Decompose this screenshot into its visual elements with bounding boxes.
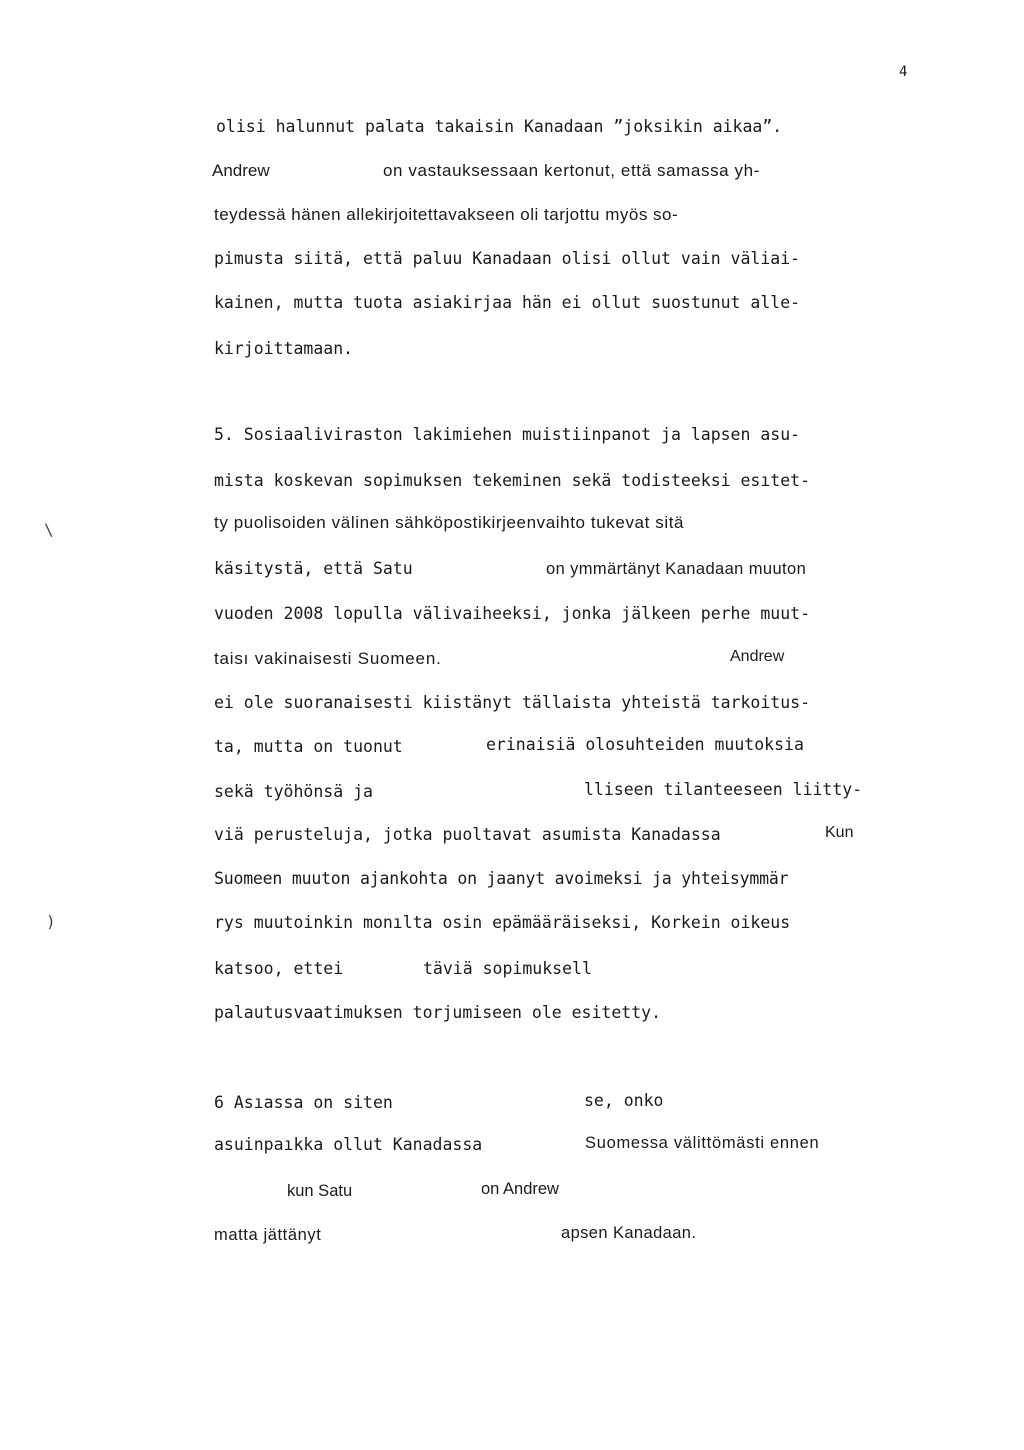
text-line: se, onko <box>584 1091 664 1110</box>
text-line: mista koskevan sopimuksen tekeminen sekä todisteeksi esıtet- <box>214 471 811 490</box>
margin-mark: \ <box>44 520 54 539</box>
text-line: apsen Kanadaan. <box>561 1224 697 1242</box>
text-line: käsitystä, että Satu <box>214 559 413 578</box>
text-line: erinaisiä olosuhteiden muutoksia <box>486 735 804 754</box>
text-line: rys muutoinkin monılta osin epämääräiseksi, Korkein oikeus <box>214 913 791 932</box>
text-line: ta, mutta on tuonut <box>214 737 403 756</box>
text-line: palautusvaatimuksen torjumiseen ole esitetty. <box>214 1003 662 1022</box>
text-line: lliseen tilanteeseen liitty- <box>584 780 863 799</box>
text-line: kainen, mutta tuota asiakirjaa hän ei ollut suostunut alle- <box>214 293 801 312</box>
text-line: ei ole suoranaisesti kiistänyt tällaista yhteistä tarkoitus- <box>214 693 811 712</box>
text-line: on vastauksessaan kertonut, että samassa yh- <box>383 161 760 180</box>
text-line: kirjoittamaan. <box>214 339 354 358</box>
text-line: 5. Sosiaaliviraston lakimiehen muistiinpanot ja lapsen asu- <box>214 425 801 444</box>
text-line: kun Satu <box>287 1182 353 1200</box>
text-line: olisi halunnut palata takaisin Kanadaan ”joksikin aikaa”. <box>216 117 783 136</box>
text-line: Kun <box>825 824 854 841</box>
page-number: 4 <box>899 64 908 80</box>
text-line: katsoo, ettei <box>214 959 344 978</box>
text-line: täviä sopimuksell <box>423 959 592 978</box>
text-line: on ymmärtänyt Kanadaan muuton <box>546 560 807 578</box>
text-line: asuinpaıkka ollut Kanadassa <box>214 1135 483 1154</box>
text-line: matta jättänyt <box>214 1226 322 1244</box>
text-line: teydessä hänen allekirjoitettavakseen oli tarjottu myös so- <box>214 205 679 224</box>
text-line: sekä työhönsä ja <box>214 782 373 801</box>
text-line: Suomessa välittömästi ennen <box>585 1134 820 1152</box>
text-line: viä perusteluja, jotka puoltavat asumista Kanadassa <box>214 825 721 844</box>
text-line: ty puolisoiden välinen sähköpostikirjeenvaihto tukevat sitä <box>214 513 685 532</box>
text-line: taisı vakinaisesti Suomeen. <box>214 649 442 668</box>
text-line: 6 Asıassa on siten <box>214 1093 393 1112</box>
text-line: Suomeen muuton ajankohta on jaanyt avoimeksi ja yhteisymmär <box>214 869 789 888</box>
name-andrew: Andrew <box>212 161 270 180</box>
text-line: pimusta siitä, että paluu Kanadaan olisi ollut vain väliai- <box>214 249 801 268</box>
text-line: vuoden 2008 lopulla välivaiheeksi, jonka jälkeen perhe muut- <box>214 604 811 623</box>
name-andrew: Andrew <box>730 648 785 665</box>
margin-mark: ) <box>46 912 56 931</box>
text-line: on Andrew <box>481 1180 559 1198</box>
